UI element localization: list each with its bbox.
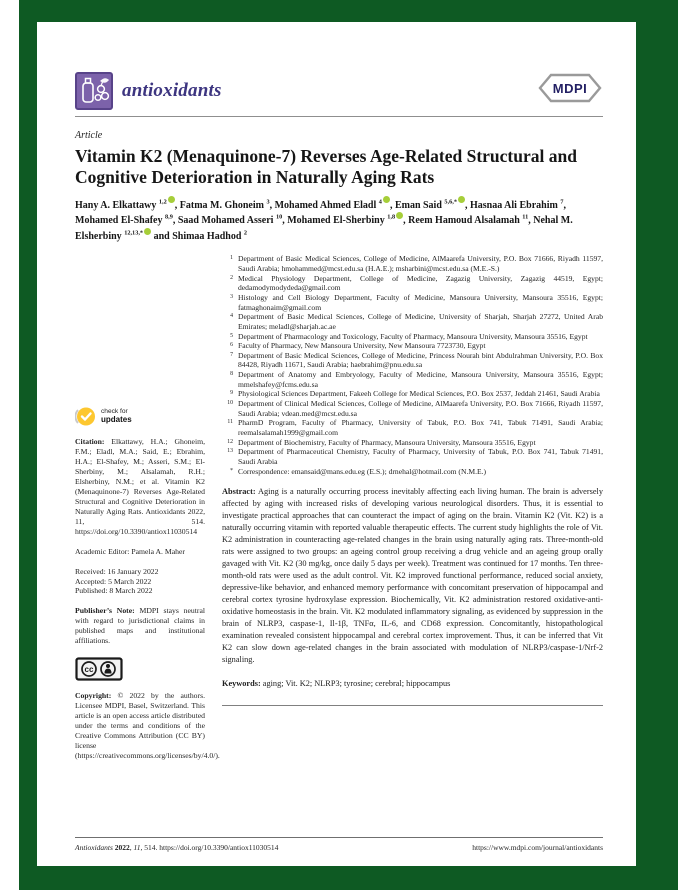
affiliation: 2 Medical Physiology Department, College of Medicine, Zagazig University, Zagazig 44519, Egypt; dedamodymodydeda@gmail.com (230, 273, 603, 293)
header-divider (75, 116, 603, 117)
article-dates (75, 567, 205, 597)
affiliation: 12 Department of Biochemistry, Faculty of Pharmacy, Mansoura University, Mansoura 35516, Egypt (227, 437, 536, 447)
affiliation: 1 Department of Basic Medical Sciences, College of Medicine, AlMaarefa University, P.O. Box 71666, Riyadh 11597, Saudi Arabia; hmohammed@mcst.edu.sa (H.A.E.); msharbini@mcst.edu.sa (M.E.-S.) (230, 254, 603, 274)
accepted-date: Accepted: 5 March 2022 (75, 576, 152, 586)
author: Hany A. Elkattawy $^{1,2}$ , (75, 198, 180, 211)
journal-brand (75, 72, 222, 110)
main-column (222, 254, 603, 760)
affiliation: 13 Department of Pharmaceutical Chemistry, Faculty of Pharmacy, University of Tabuk, P.O. Box 741, Tabuk 71491, Saudi Arabia (227, 447, 603, 466)
journal-url[interactable]: https://www.mdpi.com/journal/antioxidants (472, 843, 603, 852)
author: Mohamed El-Shafey $^{8,9}$, (75, 214, 178, 227)
body-columns (75, 254, 603, 760)
affiliation: 3 Histology and Cell Biology Department, Faculty of Medicine, Mansoura University, Mansoura 35516, Egypt; fatmaghonaim@gmail.com (230, 293, 603, 312)
academic-editor: Academic Editor: Pamela A. Maher (75, 546, 185, 556)
citation-block: Citation: Elkattawy, H.A.; Ghoneim, F.M.; Eladl, M.A.; Said, E.; Ebrahim, H.A.; El-Shafey, M.; Asseri, S.M.; El-Sherbiny, M.; Alsalamah, R.H.; Elsherbiny, N.M.; et al. Vitamin K2 (Menaquinone-7) Reverses Age-Related Structural and Cognitive Deterioration in Naturally Aging Rats. Antioxidants 2022, 11, 514. https://doi.org/10.3390/antiox11030514 (75, 437, 205, 536)
doi-link[interactable]: https://doi.org/10.3390/antiox11030514 (159, 843, 279, 852)
keywords-divider (222, 705, 603, 706)
affiliation: 7 Department of Basic Medical Sciences, College of Medicine, Princess Nourah bint Abdulrahman University, P.O. Box 84428, Riyadh 11671, Saudi Arabia; haebrahim@pnu.edu.sa (230, 350, 603, 370)
abstract: Abstract: Aging is a naturally occurring process inevitably affecting each living human. The brain is adversely affected by aging with increased risks of developing various neurological disorders. Thus, it is essential to investigate practical approaches that can counteract the impact of aging on the brain. Vitamin K2 (Vit. K2) is a naturally occurring vitamin with reported valuable therapeutic effects. The current study highlights the role of Vit. K2 administration in counteracting age-related changes in the brain using naturally aging rats. Three-month-old rats were assigned to two groups: an ageing control group receiving a drug vehicle and an ageing group orally gavaged with Vit. K2 (30 mg/kg, once daily 5 days per week). Treatment was continued for 17 months. Ten three-month-old rats were used as the adult control. Vit. K2 improved functional performance, reduced social anxiety, depressive-like behavior, and enhanced memory performance with concomitant preservation of hippocampal and cerebral cortex tyrosine hydroxylase expression. Biochemically, Vit. K2 administration restored oxidative-anti-oxidative homeostasis in the brain. Vit. K2 modulated inflammatory signaling, as evidenced by suppression in the brain of NLRP3, caspase-1, Il-1β, TNFα, IL-6, and CD68 expression. Concomitantly, histopathological examination revealed consistent hippocampal and cerebral cortex improvement. Thus, it can be inferred that Vit K2 can slow down age-related changes in the brain associated with modulation of NLRP3/caspase-1/Nrf-2 signaling. (222, 487, 603, 665)
mdpi-logo-text: MDPI (552, 81, 588, 96)
affiliation: 5 Department of Pharmacology and Toxicology, Faculty of Pharmacy, Mansoura University, Mansoura 35516, Egypt (230, 331, 588, 341)
published-date: Published: 8 March 2022 (75, 586, 153, 596)
article-type-label: Article (75, 130, 103, 141)
journal-name: antioxidants (122, 80, 222, 101)
check-for-updates-label: check for updates (101, 408, 132, 425)
correspondence: * Correspondence: emansaid@mans.edu.eg (E.S.); drnehal@hotmail.com (N.M.E.) (230, 466, 487, 476)
author: Nehal M. Elsherbiny $^{12,13,*}$ and (75, 215, 573, 243)
author: Fatma M. Ghoneim $^3$, (179, 198, 275, 211)
person-icon (106, 664, 110, 668)
journal-header (75, 72, 603, 110)
orcid-icon[interactable] (458, 196, 465, 203)
affiliation: 6 Faculty of Pharmacy, New Mansoura University, New Mansoura 7723730, Egypt (230, 341, 486, 351)
affiliation-list (222, 254, 603, 476)
article-title: Vitamin K2 (Menaquinone-7) Reverses Age-Related Structural and Cognitive Deterioration in Naturally Aging Rats (75, 146, 577, 187)
author: Eman Said $^{5,6,*}$ , (394, 198, 470, 211)
author: Reem Hamoud Alsalamah $^{11}$, (408, 214, 534, 227)
footer-citation: Antioxidants 2022, 11, 514. https://doi.org/10.3390/antiox11030514 (75, 843, 279, 852)
author: Shimaa Hadhod $^2$ (172, 229, 248, 243)
cc-by-license-badge[interactable] (75, 657, 123, 681)
author-list (75, 196, 603, 243)
crossmark-check-icon (75, 406, 96, 427)
antioxidants-logo-icon (75, 72, 113, 110)
affiliation: 10 Department of Clinical Medical Sciences, College of Medicine, AlMaarefa University, P.O. Box 71666, Riyadh 11597, Saudi Arabia; vdean.med@mcst.edu.sa (227, 399, 603, 418)
affiliation: 11 PharmD Program, Faculty of Pharmacy, University of Tabuk, P.O. Box 741, Tabuk 71491, Saudi Arabia; reemalsalamah1999@gmail.com (227, 418, 603, 437)
orcid-icon[interactable] (383, 196, 390, 203)
publisher-note: Publisher’s Note: MDPI stays neutral with regard to jurisdictional claims in published maps and institutional affiliations. (75, 606, 205, 646)
sidebar (75, 254, 220, 760)
author: Mohamed Ahmed Eladl $^4$ , (274, 198, 395, 211)
page-border-frame (19, 0, 678, 890)
copyright-block: Copyright: © 2022 by the authors. Licensee MDPI, Basel, Switzerland. This article is an open access article distributed under the terms and conditions of the Creative Commons Attribution (CC BY) license (https://creativecommons.org/licenses/by/4.0/). (75, 691, 220, 760)
page-footer (75, 837, 603, 852)
page-content (37, 22, 636, 866)
footer-divider (75, 837, 603, 838)
orcid-icon[interactable] (168, 196, 175, 203)
affiliation: 4 Department of Basic Medical Sciences, College of Medicine, University of Sharjah, Sharjah 27272, United Arab Emirates; meladl@sharjah.ac.ae (230, 312, 603, 331)
affiliation: 9 Physiological Sciences Department, Fakeeh College for Medical Sciences, P.O. Box 2537, Jeddah 21461, Saudi Arabia (230, 389, 600, 399)
author: Hasnaa Ali Ebrahim $^7$, (470, 198, 566, 211)
author: Saad Mohamed Asseri $^{10}$, (177, 214, 288, 227)
mdpi-logo[interactable] (537, 72, 603, 104)
cc-icon: cc (84, 665, 94, 675)
received-date: Received: 16 January 2022 (75, 566, 159, 576)
author: Mohamed El-Sherbiny $^{1,8}$ , (287, 214, 409, 227)
check-for-updates-badge[interactable] (75, 406, 205, 427)
affiliation: 8 Department of Anatomy and Embryology, Faculty of Medicine, Mansoura University, Mansoura 35516, Egypt; mmelshafey@fcms.edu.sa (230, 370, 603, 389)
keywords: Keywords: aging; Vit. K2; NLRP3; tyrosine; cerebral; hippocampus (222, 679, 451, 689)
